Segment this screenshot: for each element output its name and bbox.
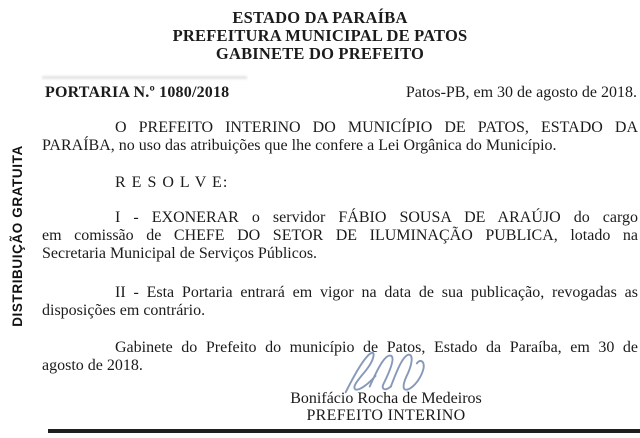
meta-row [0,84,640,102]
paragraph-preamble [42,119,638,155]
resolve-heading: R E S O L V E: [115,174,229,191]
signatory-title: PREFEITO INTERINO [306,407,466,424]
letterhead-state: ESTADO DA PARAÍBA [232,8,408,27]
item1-line-2: em comissão de CHEFE DO SETOR DE ILUMINAÇÃO PUBLICA, lotado na [42,227,638,244]
signatory-name: Bonifácio Rocha de Medeiros [290,390,482,407]
paragraph-item-2 [42,284,638,320]
item2-line-1: II - Esta Portaria entrará em vigor na data de sua publicação, revogadas as [115,284,638,301]
preamble-line-1: O PREFEITO INTERINO DO MUNICÍPIO DE PATOS, ESTADO DA [115,119,638,136]
item2-line-2: disposições em contrário. [42,302,206,319]
item1-line-1: I - EXONERAR o servidor FÁBIO SOUSA DE ARAÚJO do cargo [115,209,638,226]
letterhead [0,9,640,63]
preamble-line-2: PARAÍBA, no uso das atribuições que lhe confere a Lei Orgânica do Município. [42,137,557,154]
item1-line-3: Secretaria Municipal de Serviços Públicos. [42,245,318,262]
distribution-vertical-label: DISTRIBUIÇÃO GRATUITA [10,145,25,327]
letterhead-municipality: PREFEITURA MUNICIPAL DE PATOS [172,26,468,45]
bottom-divider [48,429,640,433]
closing-line-2: agosto de 2018. [42,357,143,374]
letterhead-office: GABINETE DO PREFEITO [215,44,425,63]
place-date: Patos-PB, em 30 de agosto de 2018. [405,84,637,101]
closing-line-1: Gabinete do Prefeito do município de Patos, Estado da Paraíba, em 30 de [115,339,638,356]
scan-artifact-line [42,76,247,79]
portaria-number: PORTARIA N.º 1080/2018 [45,84,230,101]
paragraph-item-1 [42,209,638,263]
